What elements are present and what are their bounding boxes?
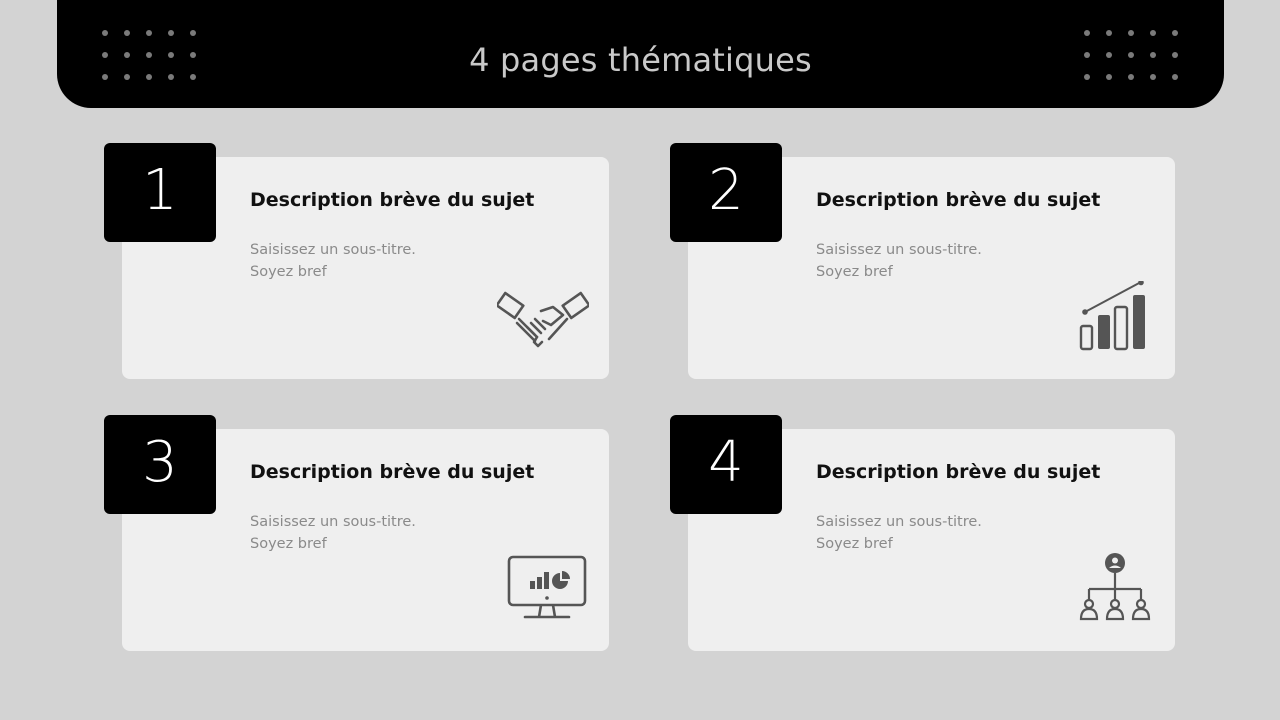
monitor-chart-icon	[497, 553, 589, 625]
number-badge-2: 2	[670, 143, 782, 242]
card-subtitle-line-1: Saisissez un sous-titre.	[250, 242, 416, 258]
card-subtitle	[816, 239, 982, 283]
card-title: Description brève du sujet	[816, 189, 1101, 211]
page-title: 4 pages thématiques	[469, 41, 812, 79]
card-subtitle-line-2: Soyez bref	[250, 536, 327, 552]
card-subtitle-line-1: Saisissez un sous-titre.	[250, 514, 416, 530]
card-title: Description brève du sujet	[816, 461, 1101, 483]
org-chart-icon	[1063, 553, 1155, 625]
number-badge-4: 4	[670, 415, 782, 514]
decorative-dots-right	[1083, 26, 1179, 82]
card-subtitle-line-2: Soyez bref	[816, 536, 893, 552]
card-subtitle-line-2: Soyez bref	[250, 264, 327, 280]
card-title: Description brève du sujet	[250, 189, 535, 211]
card-title: Description brève du sujet	[250, 461, 535, 483]
card-subtitle-line-2: Soyez bref	[816, 264, 893, 280]
number-badge-3: 3	[104, 415, 216, 514]
card-subtitle	[250, 239, 416, 283]
card-subtitle	[250, 511, 416, 555]
card-subtitle-line-1: Saisissez un sous-titre.	[816, 242, 982, 258]
card-subtitle	[816, 511, 982, 555]
growth-chart-icon	[1063, 281, 1155, 353]
number-badge-1: 1	[104, 143, 216, 242]
handshake-icon	[497, 281, 589, 353]
header-banner	[57, 0, 1224, 108]
card-subtitle-line-1: Saisissez un sous-titre.	[816, 514, 982, 530]
